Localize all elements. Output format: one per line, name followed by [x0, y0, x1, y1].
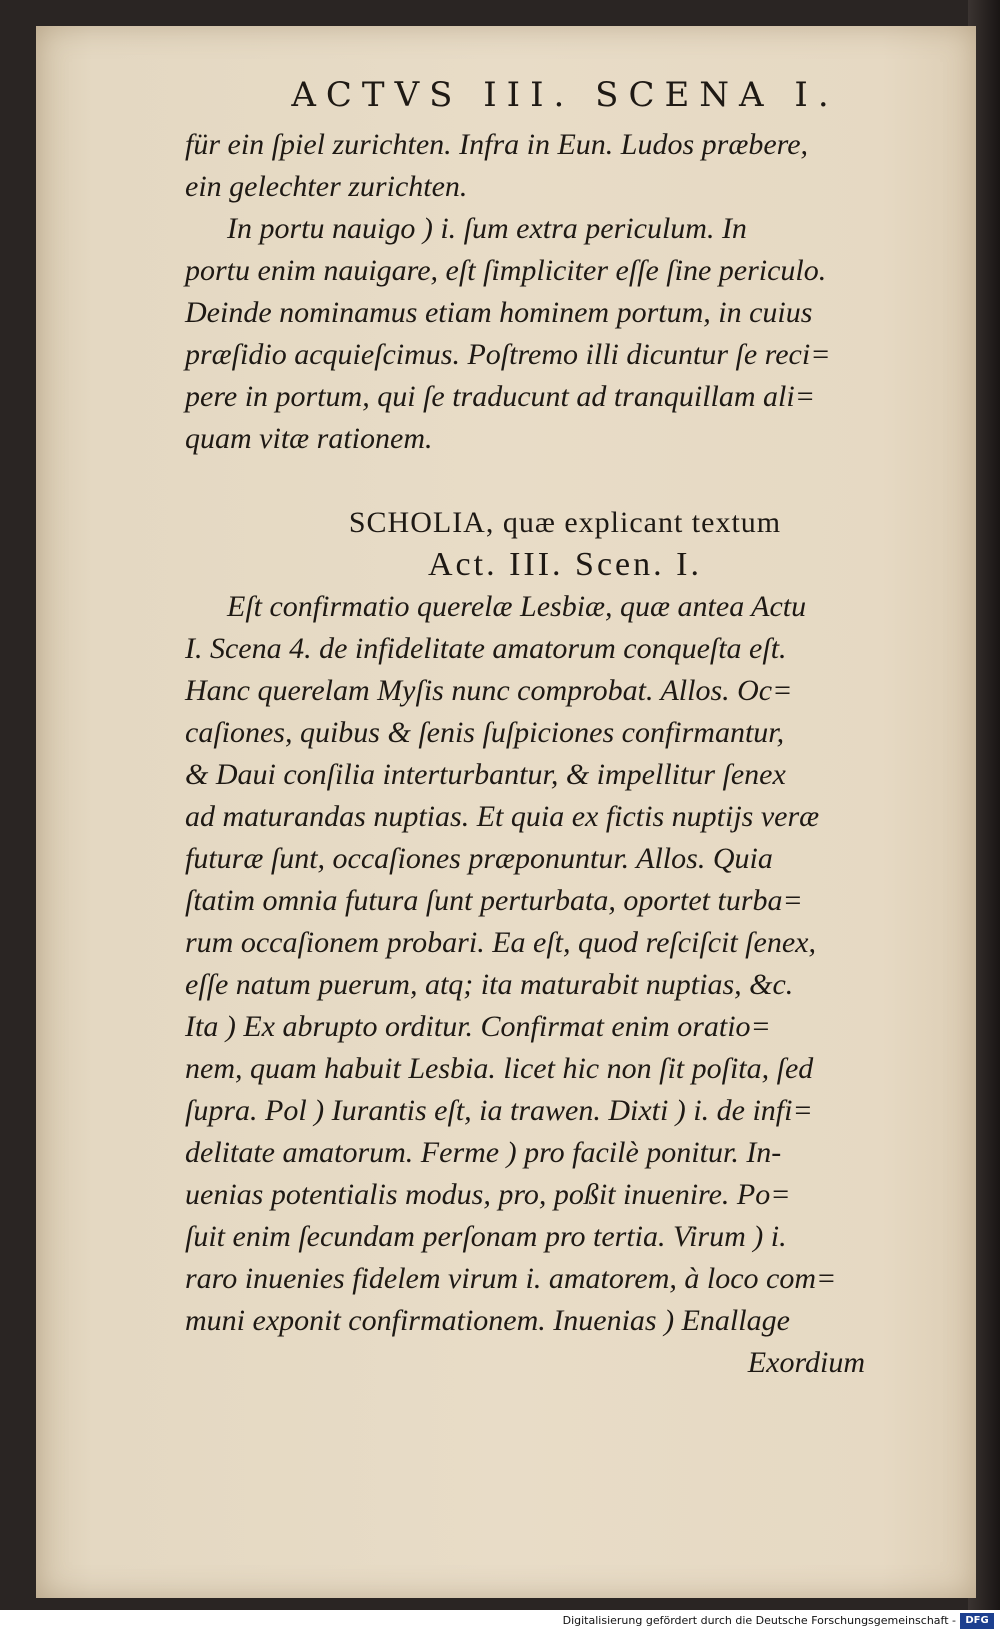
text-line: quam vitæ rationem.	[185, 422, 433, 455]
text-line: In portu nauigo ) i. ſum extra periculum. In	[227, 212, 747, 245]
text-line: uenias potentialis modus, pro, poßit inuenire. Po=	[185, 1178, 791, 1211]
running-header: ACTVS III. SCENA I.	[291, 75, 839, 115]
digitization-footer	[0, 1610, 1000, 1634]
text-line: für ein ſpiel zurichten. Infra in Eun. Ludos præbere,	[185, 128, 809, 161]
text-line: eſſe natum puerum, atq; ita maturabit nuptias, &c.	[185, 968, 794, 1001]
text-line: Ita ) Ex abrupto orditur. Confirmat enim oratio=	[185, 1010, 771, 1043]
text-line: raro inuenies fidelem virum i. amatorem, à loco com=	[185, 1262, 837, 1295]
section-gap	[185, 460, 945, 502]
text-line: præſidio acquieſcimus. Poſtremo illi dicuntur ſe reci=	[185, 338, 831, 371]
text-line: delitate amatorum. Ferme ) pro facilè ponitur. In-	[185, 1136, 782, 1169]
page-text	[185, 70, 945, 1384]
text-line: Eſt confirmatio querelæ Lesbiæ, quæ antea Actu	[227, 590, 807, 623]
text-line: nem, quam habuit Lesbia. licet hic non ſit poſita, ſed	[185, 1052, 814, 1085]
text-line: ein gelechter zurichten.	[185, 170, 468, 203]
text-line: muni exponit confirmationem. Inuenias ) Enallage	[185, 1304, 790, 1337]
catchword: Exordium	[747, 1346, 865, 1379]
dfg-logo-icon: DFG	[960, 1613, 994, 1629]
text-line: ſuit enim ſecundam perſonam pro tertia. Virum ) i.	[185, 1220, 787, 1253]
text-line: Deinde nominamus etiam hominem portum, in cuius	[185, 296, 813, 329]
text-line: & Daui conſilia interturbantur, & impellitur ſenex	[185, 758, 786, 791]
text-line: ſupra. Pol ) Iurantis eſt, ia trawen. Dixti ) i. de infi=	[185, 1094, 813, 1127]
text-line: portu enim nauigare, eſt ſimpliciter eſſe ſine periculo.	[185, 254, 827, 287]
scholia-heading: SCHOLIA, quæ explicant textum	[348, 506, 782, 539]
text-line: pere in portum, qui ſe traducunt ad tranquillam ali=	[185, 380, 815, 413]
text-line: Hanc querelam Myſis nunc comprobat. Allos. Oc=	[185, 674, 793, 707]
scholia-subheading: Act. III. Scen. I.	[428, 546, 702, 583]
text-line: futuræ ſunt, occaſiones præponuntur. Allos. Quia	[185, 842, 773, 875]
footer-credit: Digitalisierung gefördert durch die Deutsche Forschungsgemeinschaft -	[562, 1614, 956, 1627]
text-line: caſiones, quibus & ſenis ſuſpiciones confirmantur,	[185, 716, 785, 749]
text-line: rum occaſionem probari. Ea eſt, quod reſciſcit ſenex,	[185, 926, 816, 959]
text-line: ad maturandas nuptias. Et quia ex fictis nuptijs veræ	[185, 800, 820, 833]
text-line: I. Scena 4. de infidelitate amatorum conqueſta eſt.	[185, 632, 787, 665]
text-line: ſtatim omnia futura ſunt perturbata, oportet turba=	[185, 884, 803, 917]
